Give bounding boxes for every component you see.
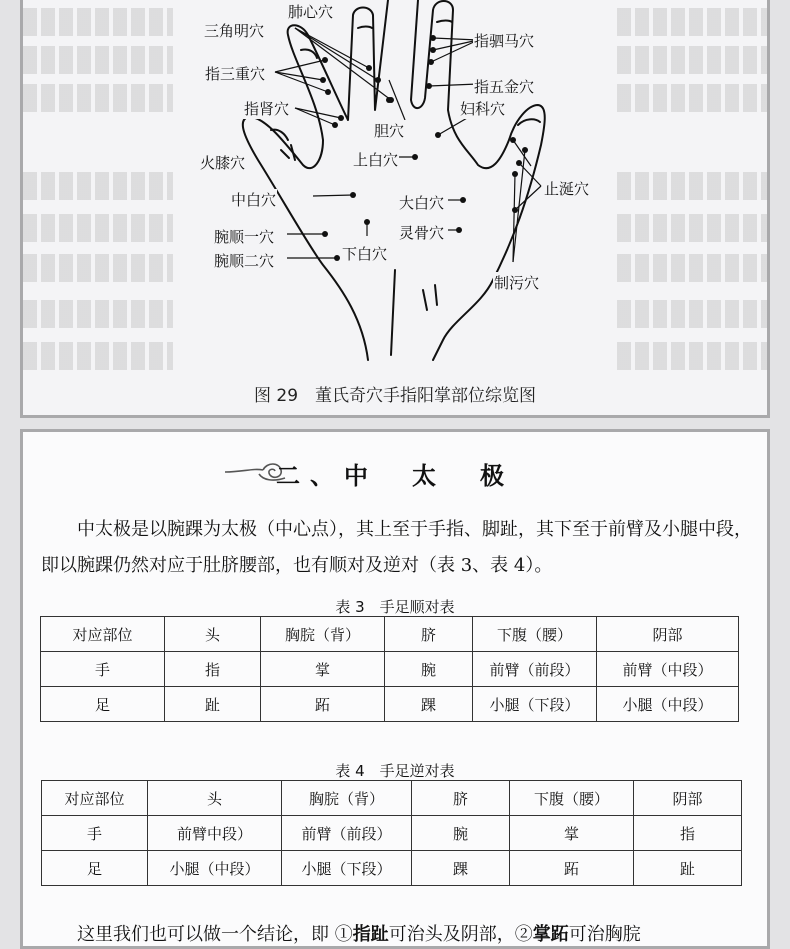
table-row [41,687,739,722]
table-cell: 小腿（中段） [597,687,739,722]
table-row [41,617,739,652]
table-cell: 手 [41,652,165,687]
closing-prefix: 这里我们也可以做一个结论，即 ① [77,924,353,945]
point-label-fuke: 妇科穴 [460,100,506,118]
table-cell: 脐 [385,617,473,652]
table4-caption: 表 4 手足逆对表 [335,762,455,780]
table-cell: 足 [42,851,148,886]
table-cell: 趾 [165,687,261,722]
point-label-zhongbai: 中白穴 [231,191,277,209]
table-row [42,816,742,851]
table-cell: 小腿（中段） [148,851,282,886]
point-label-wanshuner: 腕顺二穴 [214,252,275,270]
table-cell: 下腹（腰） [473,617,597,652]
table-cell: 下腹（腰） [510,781,634,816]
closing-suffix: 可治胸脘 [568,924,641,945]
table-cell: 胸脘（背） [282,781,412,816]
closing-paragraph [41,917,753,949]
table-cell: 胸脘（背） [261,617,385,652]
table-cell: 腕 [385,652,473,687]
table-cell: 指 [634,816,742,851]
figure-caption: 图 29 董氏奇穴手指阳掌部位综览图 [253,386,537,406]
figure-page [20,0,770,418]
point-label-dan: 胆穴 [374,122,405,140]
point-label-linggu: 灵骨穴 [399,224,445,242]
table-cell: 趾 [634,851,742,886]
table-cell: 阴部 [597,617,739,652]
closing-mid: 可治头及阴部，② [388,924,533,945]
table-cell: 前臂中段） [148,816,282,851]
table-cell: 足 [41,687,165,722]
section-title: 二、中 太 极 [276,461,514,490]
point-label-zhijuma: 指驷马穴 [474,32,535,50]
point-label-sanjiaoming: 三角明穴 [204,22,265,40]
table-cell: 前臂（前段） [282,816,412,851]
table-row [42,781,742,816]
table-cell: 指 [165,652,261,687]
table-cell: 跖 [510,851,634,886]
point-label-xiabai: 下白穴 [342,245,388,263]
table-row [41,652,739,687]
table-cell: 前臂（前段） [473,652,597,687]
table-cell: 腕 [412,816,510,851]
table-cell: 前臂（中段） [597,652,739,687]
hand-drawing [23,0,767,418]
table-cell: 脐 [412,781,510,816]
text-page [20,429,770,949]
point-label-zhisanzhong: 指三重穴 [205,65,266,83]
closing-bold-zhizhi: 指趾 [352,924,389,945]
table-cell: 手 [42,816,148,851]
closing-bold-zhangzhi: 掌跖 [532,924,569,945]
intro-paragraph: 中太极是以腕踝为太极（中心点），其上至于手指、脚趾，其下至于前臂及小腿中段，即以腕踝仍然对应于肚脐腰部，也有顺对及逆对（表 3、表 4）。 [41,519,752,576]
table3-caption: 表 3 手足顺对表 [335,598,455,616]
table-cell: 掌 [261,652,385,687]
point-label-zhishen: 指肾穴 [244,100,290,118]
table-cell: 对应部位 [41,617,165,652]
table-row [42,851,742,886]
table-cell: 掌 [510,816,634,851]
point-label-zhiwujin: 指五金穴 [474,78,535,96]
point-label-zhiyan: 止涎穴 [544,180,590,198]
table-cell: 踝 [385,687,473,722]
table-cell: 对应部位 [42,781,148,816]
table-cell: 阴部 [634,781,742,816]
table4-hand-foot-reverse [41,780,742,886]
point-label-zhiwu: 制污穴 [494,274,540,292]
table-cell: 头 [165,617,261,652]
point-label-wanshunyi: 腕顺一穴 [214,228,275,246]
point-label-feixin: 肺心穴 [288,3,334,21]
point-label-dabai: 大白穴 [399,194,445,212]
table-cell: 头 [148,781,282,816]
table-cell: 踝 [412,851,510,886]
table3-hand-foot-forward [40,616,739,722]
table-cell: 小腿（下段） [282,851,412,886]
point-label-shangbai: 上白穴 [353,151,399,169]
point-label-huoxi: 火膝穴 [200,154,246,172]
table-cell: 小腿（下段） [473,687,597,722]
table-cell: 跖 [261,687,385,722]
